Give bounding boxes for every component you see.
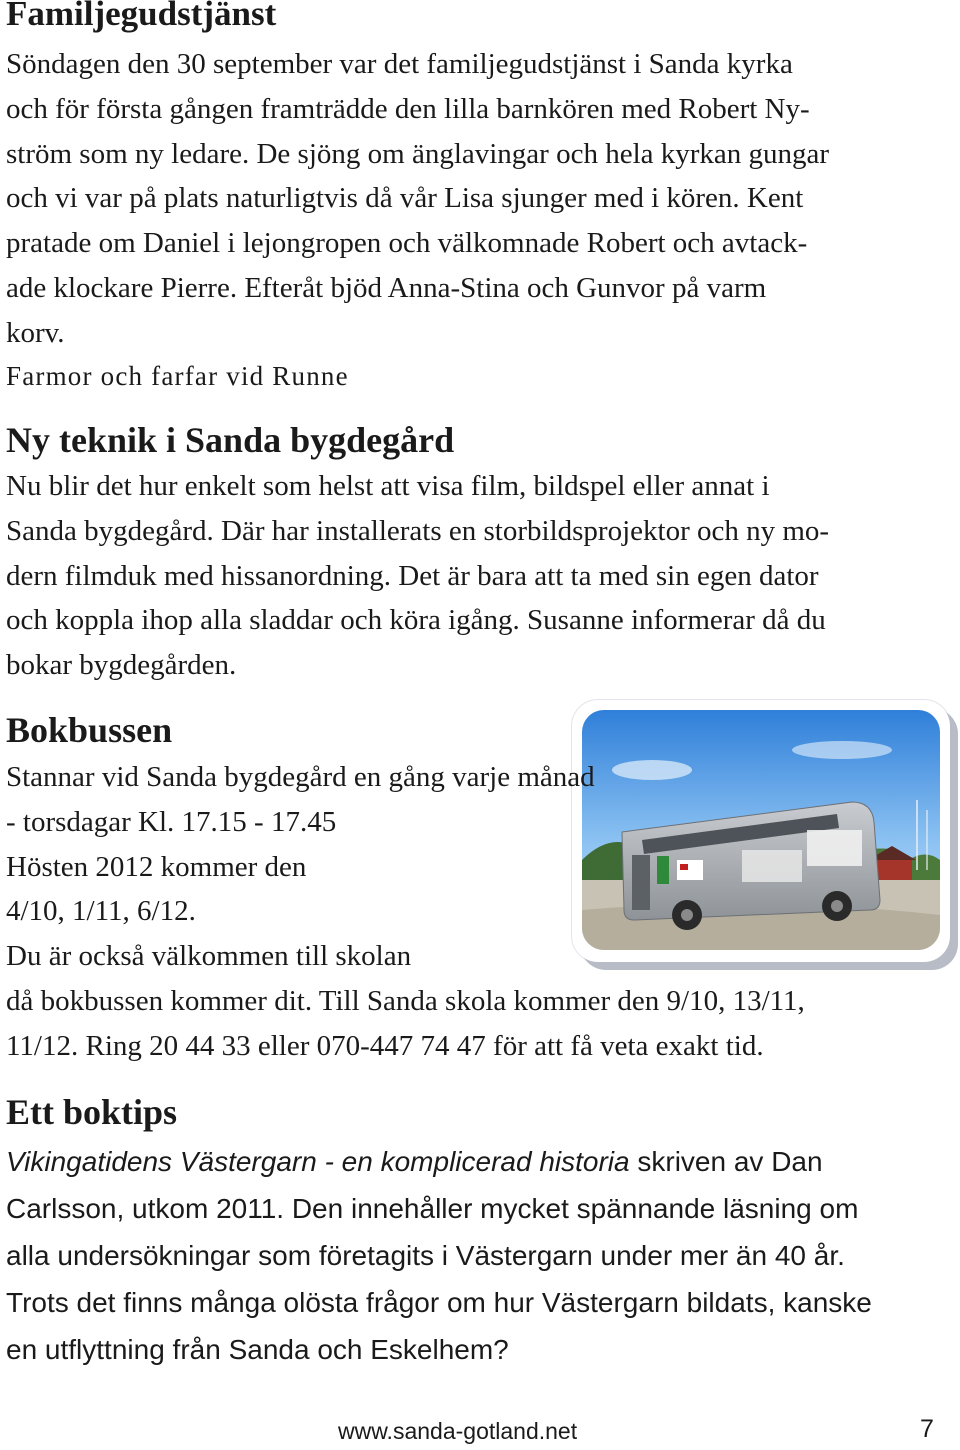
- text-line: Hösten 2012 kommer den: [6, 850, 307, 883]
- text-line: och koppla ihop alla sladdar och köra igång. Susanne informerar då du: [6, 604, 826, 637]
- text-line: ade klockare Pierre. Efteråt bjöd Anna-Stina och Gunvor på varm: [6, 271, 767, 304]
- text-line: en utflyttning från Sanda och Eskelhem?: [6, 1334, 509, 1365]
- paragraph-ett-boktips: [6, 1138, 946, 1373]
- text-line: korv.: [6, 316, 65, 349]
- text-line: Trots det finns många olösta frågor om hur Västergarn bildats, kanske: [6, 1287, 872, 1318]
- text-line: 4/10, 1/11, 6/12.: [6, 895, 196, 928]
- page-number: 7: [920, 1415, 934, 1443]
- heading-ny-teknik: Ny teknik i Sanda bygdegård: [6, 420, 455, 460]
- book-title: Vikingatidens Västergarn - en komplicerad historia: [6, 1146, 630, 1177]
- text-line: alla undersökningar som företagits i Västergarn under mer än 40 år.: [6, 1240, 845, 1271]
- heading-familjegudstjanst: Familjegudstjänst: [6, 0, 277, 33]
- paragraph-bokbussen: [6, 755, 946, 1069]
- text-line: pratade om Daniel i lejongropen och välkomnade Robert och avtack-: [6, 227, 808, 260]
- heading-bokbussen: Bokbussen: [6, 710, 173, 750]
- text-line: Du är också välkommen till skolan: [6, 940, 412, 973]
- paragraph-ny-teknik: [6, 464, 936, 688]
- text-line: Sanda bygdegård. Där har installerats en storbildsprojektor och ny mo-: [6, 514, 830, 547]
- paragraph-familjegudstjanst: [6, 42, 936, 356]
- text-line: och vi var på plats naturligtvis då vår Lisa sjunger med i kören. Kent: [6, 182, 804, 215]
- signature: Farmor och farfar vid Runne: [6, 361, 349, 391]
- text-line: bokar bygdegården.: [6, 649, 237, 682]
- text-fragment: skriven av Dan: [629, 1146, 823, 1177]
- text-line: då bokbussen kommer dit. Till Sanda skola kommer den 9/10, 13/11,: [6, 984, 805, 1017]
- text-line: Nu blir det hur enkelt som helst att visa film, bildspel eller annat i: [6, 470, 770, 502]
- text-line: ström som ny ledare. De sjöng om änglavingar och hela kyrkan gungar: [6, 137, 830, 170]
- footer-url: www.sanda-gotland.net: [338, 1418, 578, 1444]
- text-line: dern filmduk med hissanordning. Det är bara att ta med sin egen dator: [6, 559, 819, 592]
- text-line: 11/12. Ring 20 44 33 eller 070-447 74 47 för att få veta exakt tid.: [6, 1029, 764, 1062]
- text-line: Stannar vid Sanda bygdegård en gång varje månad: [6, 761, 595, 793]
- text-line: Söndagen den 30 september var det familjegudstjänst i Sanda kyrka: [6, 48, 793, 80]
- heading-ett-boktips: Ett boktips: [6, 1092, 178, 1132]
- text-line: och för första gången framträdde den lilla barnkören med Robert Ny-: [6, 92, 810, 125]
- text-line: - torsdagar Kl. 17.15 - 17.45: [6, 805, 337, 838]
- text-line: Carlsson, utkom 2011. Den innehåller mycket spännande läsning om: [6, 1193, 859, 1224]
- text-line: [6, 1138, 946, 1185]
